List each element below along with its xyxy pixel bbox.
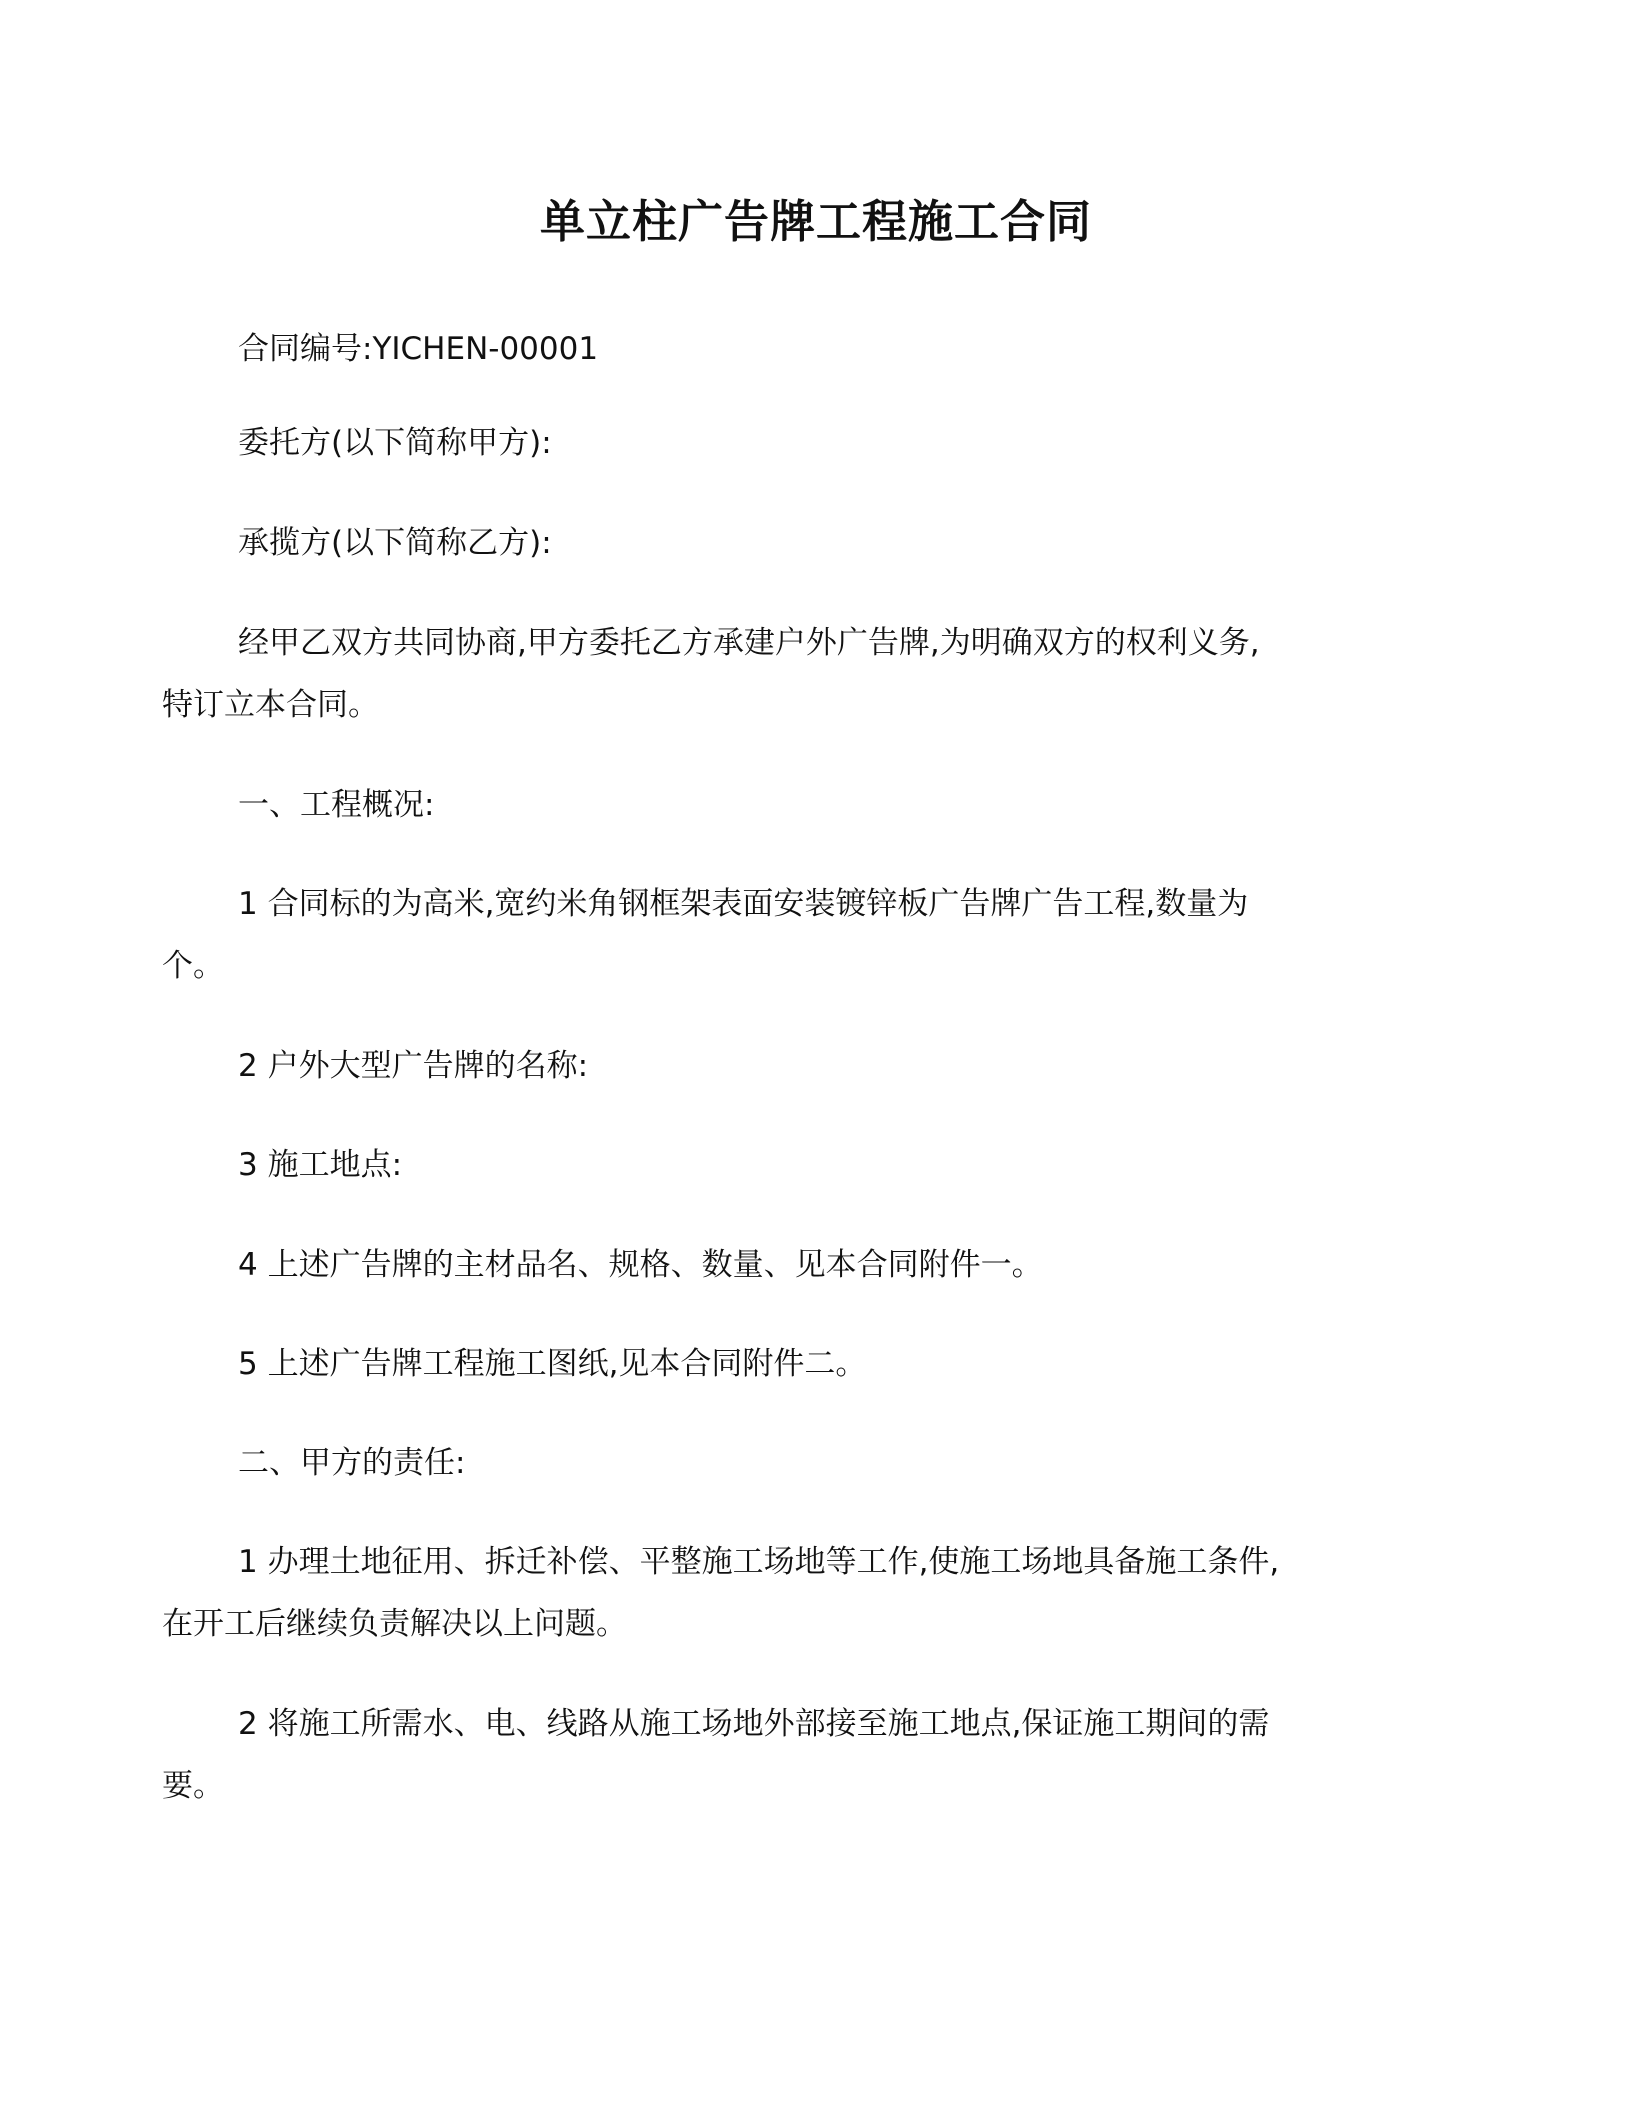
clause-2-1 [162, 1531, 1388, 1655]
paragraph-line: 2 将施工所需水、电、线路从施工场地外部接至施工地点,保证施工期间的需 [238, 1706, 1270, 1742]
paragraph-line: 合同编号:YICHEN-00001 [238, 331, 599, 367]
paragraph-line: 个。 [162, 948, 224, 984]
paragraph-line: 经甲乙双方共同协商,甲方委托乙方承建户外广告牌,为明确双方的权利义务, [238, 625, 1260, 661]
paragraph-line: 要。 [162, 1768, 224, 1804]
party-a-line [238, 412, 1388, 474]
clause-1-4 [238, 1234, 1388, 1296]
paragraph-line: 1 合同标的为高米,宽约米角钢框架表面安装镀锌板广告牌广告工程,数量为 [238, 886, 1249, 922]
paragraph-line: 4 上述广告牌的主材品名、规格、数量、见本合同附件一。 [238, 1247, 1043, 1283]
paragraph-line: 二、甲方的责任: [238, 1445, 466, 1481]
paragraph-line: 承揽方(以下简称乙方): [238, 525, 552, 561]
paragraph-line: 3 施工地点: [238, 1147, 403, 1183]
clause-2-2 [162, 1693, 1388, 1817]
paragraph-line: 特订立本合同。 [162, 687, 379, 723]
paragraph-line: 委托方(以下简称甲方): [238, 425, 552, 461]
clause-1-1 [162, 873, 1388, 997]
paragraph-line: 一、工程概况: [238, 787, 435, 823]
party-b-line [238, 512, 1388, 574]
preamble-paragraph [162, 612, 1388, 736]
clause-1-2 [238, 1035, 1388, 1097]
paragraph-line: 1 办理土地征用、拆迁补偿、平整施工场地等工作,使施工场地具备施工条件, [238, 1544, 1280, 1580]
section-heading-party-a [238, 1432, 1388, 1494]
paragraph-line: 2 户外大型广告牌的名称: [238, 1048, 589, 1084]
paragraph-line: 在开工后继续负责解决以上问题。 [162, 1606, 627, 1642]
paragraph-line: 5 上述广告牌工程施工图纸,见本合同附件二。 [238, 1346, 867, 1382]
clause-1-3 [238, 1134, 1388, 1196]
contract-number [238, 318, 1388, 380]
section-heading-overview [238, 774, 1388, 836]
clause-1-5 [238, 1333, 1388, 1395]
document-title: 单立柱广告牌工程施工合同 [539, 195, 1092, 248]
